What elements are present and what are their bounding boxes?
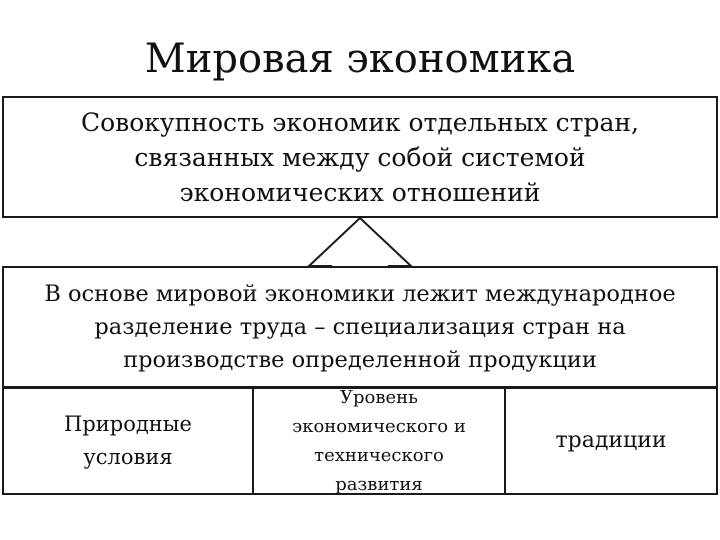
slide-title: Мировая экономика [144, 36, 576, 82]
factor-development-level [252, 387, 506, 495]
factor-traditions [504, 387, 718, 495]
definition-box [2, 96, 718, 218]
up-arrow-icon [305, 216, 415, 268]
factor-label: традиции [555, 428, 667, 453]
factor-label: Уровень экономического и технического развития [292, 387, 466, 495]
up-arrow-shape [309, 218, 411, 268]
factor-natural-conditions [2, 387, 254, 495]
definition-text: Совокупность экономик отдельных стран, связанных между собой системой экономических отношений [81, 107, 639, 207]
basis-text: В основе мировой экономики лежит международное разделение труда – специализация стран на производстве определенной продукции [44, 280, 676, 373]
basis-box [2, 266, 718, 388]
factor-label: Природные условия [64, 412, 192, 469]
